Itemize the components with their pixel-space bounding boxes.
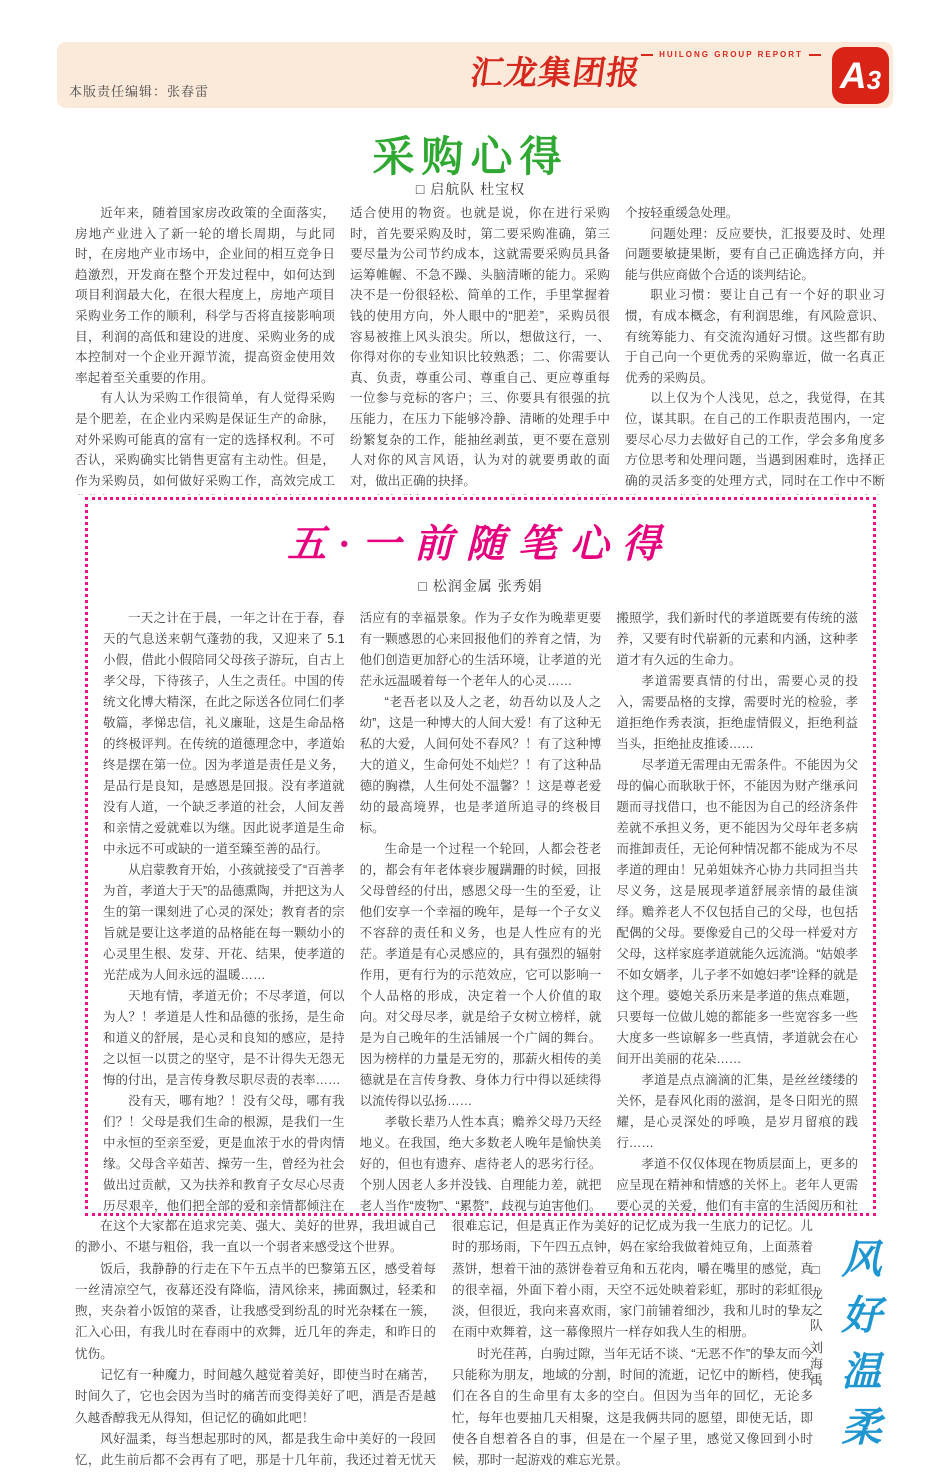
paragraph: 活应有的幸福景象。作为子女作为晚辈更要有一颗感恩的心来回报他们的养育之情，为他们创造更加舒心的生活环境，让孝道的光茫永远温暖着每一个老年人的心灵……: [359, 611, 602, 688]
paragraph: 风好温柔，每当想起那时的风，都是我生命中美好的一段回忆，此生前后都不会再有了吧，那是十几年前，我还过着无忧天: [75, 1431, 436, 1468]
masthead-band: [57, 42, 893, 108]
page-label-digit: 3: [866, 64, 882, 95]
article-wind-byline: □ 龙之队 刘海禹: [808, 1262, 823, 1390]
paragraph: 孝道需要真情的付出，需要心灵的投入，需要品格的支撑，需要时光的检验，孝道拒绝作秀表演，拒绝虚情假义，拒绝利益当头，拒绝扯皮推诿……: [616, 674, 858, 751]
paragraph: 近年来，随着国家房改政策的全面落实，房地产业进入了新一轮的增长周期，与此同时，在房地产业市场中，企业间的相互竞争日趋激烈，开发商在整个开发过程中，如何达到项目利润最大化，在很大程度上，房地产项目采购业务工作的顺利，科学与否将直接影响项目，利润的高低和建设的进度、采购业务的成本控制对一个企业开源节流，提高资金使用效率起着至关重要的作用。: [75, 206, 335, 385]
paragraph: 很难忘记，但是真正作为美好的记忆成为我一生底力的记忆。儿时的那场雨，下午四五点钟，妈在家给我做着炖豆角，上面蒸着蒸饼，想着干油的蒸饼卷着豆角和五花肉，嚼在嘴里的感觉，真的很幸福，外面下着小雨，天空不远处映着彩虹，那时的彩虹很淡，但很近，我向来喜欢雨，家门前铺着细沙，我和儿时的挚友在雨中欢舞着，这一幕像照片一样存如我人生的相册。: [452, 1219, 813, 1340]
article-mayday-body: [103, 608, 858, 1216]
paragraph: “老吾老以及人之老，幼吾幼以及人之幼”，这是一种博大的人间大爱！有了这种无私的大爱，人间何处不春风？！有了这种博大的道义，生命何处不灿烂？！有了这种品德的胸襟，人生何处不温馨？！这是尊老爱幼的最高境界，也是孝道所追寻的终极目标。: [359, 695, 602, 835]
article-wind-column-1: [75, 1216, 436, 1471]
paragraph: 搬照学，我们新时代的孝道既要有传统的滋养，又要有时代崭新的元素和内涵，这种孝道才有久远的生命力。: [616, 611, 858, 667]
paragraph: 以上仅为个人浅见，总之，我觉得，在其位，谋其职。在自己的工作职责范围内，一定要尽心尽力去做好自己的工作，学会多角度多方位思考和处理问题，当遇到困难时，选择正确的灵活多变的处理方式，同时在工作中不断: [625, 391, 885, 488]
article-wind-title: 风好温柔: [836, 1238, 881, 1462]
paragraph: 适合使用的物资。也就是说，你在进行采购时，首先要采购及时，第二要采购准确，第三要尽量为公司节约成本，这就需要采购员具备运筹帷幄、不急不躁、头脑清晰的能力。采购决不是一份很轻松、简单的工作，手里掌握着钱的使用方向，外人眼中的“肥差”，采购员很容易被推上风头浪尖。所以，想做这行，一、你得对你的专业知识比较熟悉；二、你需要认真、负责，尊重公司、尊重自己、更应尊重每一位参与竞标的客户；三、你要具有很强的抗压能力，在压力下能够冷静、清晰的处理手中纷繁复杂的工作，能抽丝剥茧，更不要在意别人对你的风言风语，认为对的就要勇敢的面对，做出正确的抉择。: [350, 206, 610, 488]
brand-block: [468, 47, 821, 94]
paragraph: 孝敬长辈乃人性本真；赡养父母乃天经地义。在我国，绝大多数老人晚年是愉快美好的，但也有遗弃、虐待老人的恶劣行径。个别人因老人多并没钱、自理能力差，就把老人当作“废物”、“累赘”，歧视与迫害他们。: [359, 1115, 602, 1213]
paragraph: 孝道是点点滴滴的汇集，是丝丝缕缕的关怀，是春风化雨的滋润，是冬日阳光的照耀，是心灵深处的呼唤，是岁月留痕的践行……: [616, 1073, 858, 1150]
article-purchasing-column-3: [625, 203, 885, 495]
article-purchasing-byline: □ 启航队 杜宝权: [415, 181, 526, 197]
paragraph: 职业习惯：要让自己有一个好的职业习惯，有成本概念，有利润思维，有风险意识、有统筹能力、有交流沟通好习惯。这些都有助于自己向一个更优秀的采购靠近，做一名真正优秀的采购员。: [625, 288, 885, 385]
article-mayday-byline: □ 松润金属 张秀娟: [418, 578, 543, 594]
article-purchasing-column-2: [350, 203, 610, 495]
paragraph: 孝道不仅仅体现在物质层面上，更多的应呈现在精神和情感的关怀上。老年人更需要心灵的关爱，他们有丰富的生活阅历和社: [616, 1157, 858, 1213]
paragraph: 饭后，我静静的行走在下午五点半的巴黎第五区，感受着每一丝清凉空气，夜幕还没有降临，清风徐来，拂面飘过，轻柔和煦，夹杂着小饭馆的菜香，让我感受到纷乱的时光杂糅在一簇，汇入心田，有我儿时在春雨中的欢舞，近几年的奔走，和昨日的忧伤。: [75, 1261, 436, 1361]
paragraph: 没有天，哪有地？！没有父母，哪有我们？！父母是我们生命的根源，是我们一生中永恒的至亲至爱，更是血浓于水的骨肉情缘。父母含辛茹苦、操劳一生，曾经为社会做出过贡献，又为扶养和教育子女尽心尽责历尽艰辛，他们把全部的爱和亲情都倾注在: [103, 1094, 345, 1213]
article-mayday-box: [85, 497, 876, 1216]
paragraph: 有人认为采购工作很简单，有人觉得采购是个肥差，在企业内采购是保证生产的命脉，对外采购可能真的富有一定的选择权利。不可否认，采购确实比销售更富有主动性。但是，作为采购员，如何做好采购工作，高效完成工: [75, 391, 335, 488]
paragraph: 个按轻重缓急处理。: [625, 206, 739, 220]
page-label-letter: A: [839, 55, 867, 96]
paragraph: 尽孝道无需理由无需条件。不能因为父母的偏心而耿耿于怀，不能因为财产继承问题而寻找借口，也不能因为自己的经济条件差就不承担义务，更不能因为父母年老多病而推卸责任，无论何种情况都不能成为不尽孝道的理由！兄弟姐妹齐心协力共同担当共尽义务，这是展现孝道舒展亲情的最佳演绎。赡养老人不仅包括自己的父母，也包括配偶的父母。要像爱自己的父母一样爱对方父母，这样家庭孝道就能久远流淌。“姑娘孝不如女婿孝，儿子孝不如媳妇孝”诠释的就是这个理。婆媳关系历来是孝道的焦点难题，只要每一位做儿媳的都能多一些宽容多一些大度多一些谅解多一些真情，孝道就会在心间开出美丽的花朵……: [616, 758, 858, 1066]
article-purchasing-column-1: [75, 203, 335, 495]
paragraph: 问题处理：反应要快，汇报要及时、处理问题要敏捷果断，要有自己正确选择方向，并能与供应商做个合适的谈判结论。: [625, 226, 885, 282]
paragraph: 在这个大家都在追求完美、强大、美好的世界，我坦诚自己的渺小、不堪与粗俗，我一直以一个弱者来感受这个世界。: [75, 1219, 436, 1255]
paragraph: 记忆有一种魔力，时间越久越觉着美好，即使当时在痛苦，时间久了，它也会因为当时的痛苦而变得美好了吧，酒是否是越久越香醇我无从得知，但记忆的确如此吧！: [75, 1368, 436, 1425]
article-purchasing-body: [75, 203, 885, 495]
paragraph: 从启蒙教育开始，小孩就接受了“百善孝为首，孝道大于天”的品德熏陶，并把这为人生的第一课刻进了心灵的深处；教育者的宗旨就是要让这孝道的品格能在每一颗幼小的心灵里生根、发芽、开花、结果，使孝道的光茫成为人间永远的温暖……: [103, 863, 345, 982]
article-mayday-title: 五·一前随笔心得: [287, 523, 674, 566]
paragraph: 天地有情，孝道无价；不尽孝道，何以为人？！孝道是人性和品德的张扬，是生命和道义的舒展，是心灵和良知的感应，是持之以恒一以贯之的坚守，是不计得失无怨无悔的付出，是言传身教尽职尽责的表率……: [103, 989, 345, 1087]
paragraph: [350, 491, 610, 495]
paragraph: 时光荏苒，白驹过隙，当年无话不谈、“无恶不作”的挚友而今只能称为朋友，地域的分割，时间的流逝，记忆中的断档，使我们在各自的生命里有太多的空白。但因为当年的回忆，无论多忙，每年也要抽几天相聚，这是我俩共同的愿望，即使无话，即使各自想着各自的事，但是在一个屋子里，感觉又像回到小时候，那时一起游戏的难忘光景。: [452, 1346, 813, 1468]
article-mayday-column-3: [616, 608, 858, 1216]
article-mayday-column-1: [103, 608, 345, 1216]
page-number-badge: [832, 47, 889, 104]
article-mayday-column-2: [360, 608, 602, 1216]
brand-subtitle: HUILONG GROUP REPORT: [641, 50, 821, 59]
article-wind-column-2: [452, 1216, 813, 1471]
article-purchasing-title: 采购心得: [372, 133, 569, 180]
brand-title: 汇龙集团报: [468, 54, 644, 91]
paragraph: 一天之计在于晨，一年之计在于春，春天的气息送来朝气蓬勃的我，又迎来了 5.1 小假，借此小假陪同父母孩子游玩，自古上孝父母，下待孩子，人生之责任。中国的传统文化博大精深，在此之际送各位同仁们孝敬篇，孝悌忠信，礼义廉耻，这是生命品格的终极评判。在传统的道德理念中，孝道始终是摆在第一位。因为孝道是责任是义务，是品行是良知，是感恩是回报。没有孝道就没有人道，一个缺乏孝道的社会，人间友善和亲情之爱就难以为继。因此说孝道是生命中永远不可或缺的一道至臻至善的品行。: [103, 611, 345, 856]
paragraph: 生命是一个过程一个轮回，人都会苍老的，都会有年老体衰步履蹒跚的时候，回报父母曾经的付出，感恩父母一生的至爱，让他们安享一个幸福的晚年，是每一个子女义不容辞的责任和义务，也是人性应有的光茫。孝道是有心灵感应的，具有强烈的辐射作用，更有行为的示范效应，它可以影响一个人品格的形成，决定着一个人价值的取向。对父母尽孝，就是给子女树立榜样，就是为自己晚年的生活铺展一个广阔的舞台。因为榜样的力量是无穷的，那薪火相传的美德就是在言传身教、身体力行中得以延续得以流传得以弘扬……: [359, 842, 602, 1108]
editor-note: 本版责任编辑：张春雷: [69, 84, 210, 99]
